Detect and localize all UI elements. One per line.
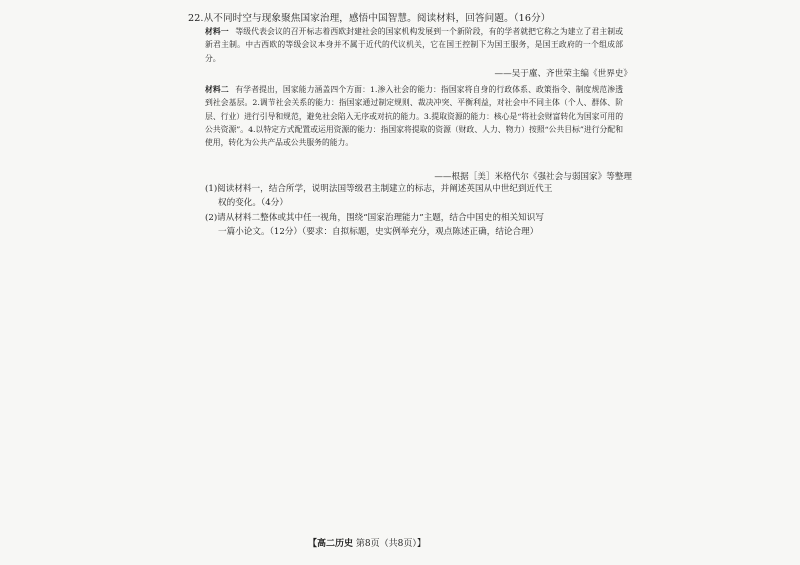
material-1-text: 等级代表会议的召开标志着西欧封建社会的国家机构发展到一个新阶段，有的学者就把它称之为建立了君主制或新君主制。中古西欧的等级会议本身并不属于近代的代议机关，它在国王控制下为国王服务，是国王政府的一个组成部分。	[205, 27, 624, 63]
material-1	[205, 25, 623, 65]
material-1-source: ——吴于廑、齐世荣主编《世界史》	[494, 69, 632, 79]
footer-subject: 【高二历史	[308, 539, 354, 549]
sub-question-2-line2: 一篇小论文。（12分）（要求：自拟标题，史实例举充分，观点陈述正确，结论合理）	[218, 226, 539, 237]
question-stem: 从不同时空与现象聚焦国家治理，感悟中国智慧。阅读材料，回答问题。（16分）	[203, 13, 551, 24]
sub-question-1-line1: (1)阅读材料一，结合所学，说明法国等级君主制建立的标志，并阐述英国从中世纪到近代王	[205, 184, 553, 194]
material-2-label: 材料二	[205, 85, 229, 94]
sub-question-1	[205, 183, 605, 210]
sub-question-2	[205, 212, 605, 239]
footer-page-number: 第8页（共8页）】	[355, 539, 426, 549]
question-number: 22.	[188, 13, 204, 24]
material-2-text: 有学者提出，国家能力涵盖四个方面：1.渗入社会的能力：指国家将自身的行政体系、政策指令、制度规范渗透到社会基层。2.调节社会关系的能力：指国家通过制定规则、裁决冲突、平衡利益，对社会中不同主体（个人、群体、阶层、行业）进行引导和规范，避免社会陷入无序或对抗的能力。3.提取资源的能力：核心是“将社会财富转化为国家可用的公共资源”。4.以特定方式配置或运用资源的能力：指国家将提取的资源（财政、人力、物力）按照“公共目标”进行分配和使用，转化为公共产品或公共服务的能力。	[205, 85, 624, 148]
material-2	[205, 83, 623, 149]
question-header	[188, 10, 550, 24]
page-footer	[308, 536, 426, 549]
material-1-label: 材料一	[205, 27, 229, 36]
sub-question-1-line2: 权的变化。（4分）	[218, 197, 288, 208]
sub-question-2-line1: (2)请从材料二整体或其中任一视角，围绕“国家治理能力”主题，结合中国史的相关知识写	[205, 213, 544, 223]
material-2-source: ——根据［美］米格代尔《强社会与弱国家》等整理	[434, 172, 632, 182]
